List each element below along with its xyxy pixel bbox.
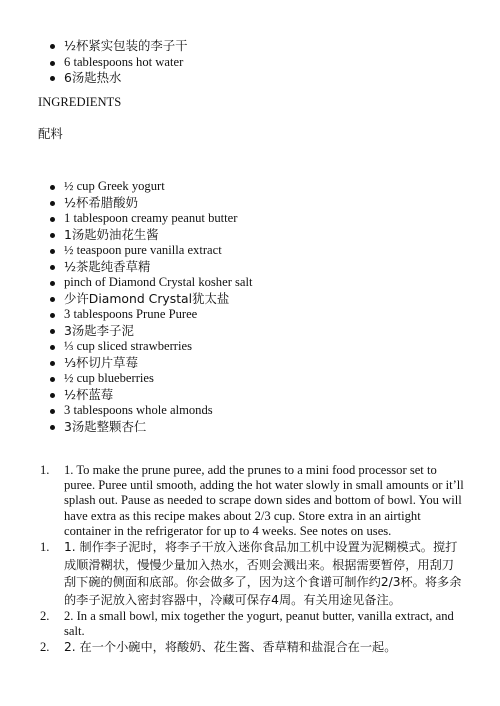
step-text: 2. 在一个小碗中，将酸奶、花生酱、香草精和盐混合在一起。 xyxy=(64,640,397,655)
step-text: 2. In a small bowl, mix together the yogurt, peanut butter, vanilla extract, and salt. xyxy=(64,609,454,639)
step-text: 1. To make the prune puree, add the prunes to a mini food processor set to puree. Puree until smooth, adding the hot water slowly in small amounts or it’ll splash out. Pause as needed to scrape down sides and bottom of bowl. You will have extra as this recipe makes about 2/3 cup. Store extra in an airtight container in the refrigerator for up to 4 weeks. See notes on uses. xyxy=(64,463,464,538)
list-item-text: 少许Diamond Crystal犹太盐 xyxy=(64,290,230,306)
list-item-text: pinch of Diamond Crystal kosher salt xyxy=(64,275,253,289)
list-item-text: ½ cup Greek yogurt xyxy=(64,179,165,193)
list-item xyxy=(0,243,500,259)
list-item xyxy=(0,307,500,323)
step-text: 1. 制作李子泥时，将李子干放入迷你食品加工机中设置为泥糊模式。搅打成顺滑糊状，慢慢少量加入热水，否则会溅出来。根据需要暂停，用刮刀刮下碗的侧面和底部。你会做多了，因为这个食谱可制作约2/3杯。将多余的李子泥放入密封容器中，冷藏可保存4周。有关用途见备注。 xyxy=(64,540,462,607)
list-item-text: 3 tablespoons Prune Puree xyxy=(64,307,198,321)
list-item-text: ½ cup blueberries xyxy=(64,371,154,385)
bullet-icon xyxy=(50,281,55,286)
instruction-step xyxy=(0,609,500,639)
bullet-icon xyxy=(50,249,55,254)
step-number: 2. xyxy=(40,640,50,655)
instruction-step xyxy=(0,539,500,609)
bullet-icon xyxy=(50,409,55,414)
list-item xyxy=(0,179,500,195)
instruction-step xyxy=(0,639,500,657)
list-item-text: ½杯紧实包装的李子干 xyxy=(64,38,188,53)
bullet-icon xyxy=(50,329,55,334)
list-item xyxy=(0,70,500,87)
list-item xyxy=(0,419,500,436)
list-item-text: ½茶匙纯香草精 xyxy=(64,258,151,274)
step-number: 1. xyxy=(40,463,50,477)
list-item xyxy=(0,291,500,308)
list-item xyxy=(0,259,500,276)
bullet-icon xyxy=(50,44,55,49)
bullet-icon xyxy=(50,76,55,81)
list-item-text: 3汤匙整颗杏仁 xyxy=(64,418,147,434)
list-item-text: ½杯蓝莓 xyxy=(64,386,114,402)
bullet-icon xyxy=(50,61,55,66)
list-item-text: 3 tablespoons whole almonds xyxy=(64,403,213,417)
bullet-icon xyxy=(50,217,55,222)
bullet-icon xyxy=(50,393,55,398)
bullet-icon xyxy=(50,185,55,190)
bullet-icon xyxy=(50,233,55,238)
list-item-text: ½ teaspoon pure vanilla extract xyxy=(64,243,222,257)
bullet-icon xyxy=(50,313,55,318)
bullet-icon xyxy=(50,265,55,270)
list-item xyxy=(0,275,500,291)
list-item-text: 6汤匙热水 xyxy=(64,70,122,85)
list-item-text: ⅓杯切片草莓 xyxy=(64,354,138,370)
instruction-step xyxy=(0,463,500,539)
list-item xyxy=(0,55,500,71)
list-item-text: 6 tablespoons hot water xyxy=(64,54,184,69)
top-ingredient-list xyxy=(0,38,500,87)
list-item xyxy=(0,38,500,55)
step-number: 1. xyxy=(40,540,50,555)
list-item xyxy=(0,371,500,387)
list-item xyxy=(0,195,500,212)
list-item xyxy=(0,339,500,355)
bullet-icon xyxy=(50,345,55,350)
list-item-text: 1 tablespoon creamy peanut butter xyxy=(64,211,238,225)
step-number: 2. xyxy=(40,609,50,624)
list-item xyxy=(0,227,500,244)
bullet-icon xyxy=(50,361,55,366)
list-item xyxy=(0,355,500,372)
list-item-text: ½杯希腊酸奶 xyxy=(64,194,138,210)
ingredient-list xyxy=(0,179,500,435)
list-item xyxy=(0,387,500,404)
list-item-text: 3汤匙李子泥 xyxy=(64,322,134,338)
list-item xyxy=(0,403,500,419)
list-item-text: ⅓ cup sliced strawberries xyxy=(64,339,192,353)
bullet-icon xyxy=(50,297,55,302)
bullet-icon xyxy=(50,377,55,382)
list-item xyxy=(0,211,500,227)
ingredients-heading-zh: 配料 xyxy=(38,126,63,141)
list-item-text: 1汤匙奶油花生酱 xyxy=(64,226,159,242)
list-item xyxy=(0,323,500,340)
ingredients-heading: INGREDIENTS xyxy=(38,95,122,109)
bullet-icon xyxy=(50,201,55,206)
instruction-list xyxy=(0,463,500,657)
bullet-icon xyxy=(50,425,55,430)
